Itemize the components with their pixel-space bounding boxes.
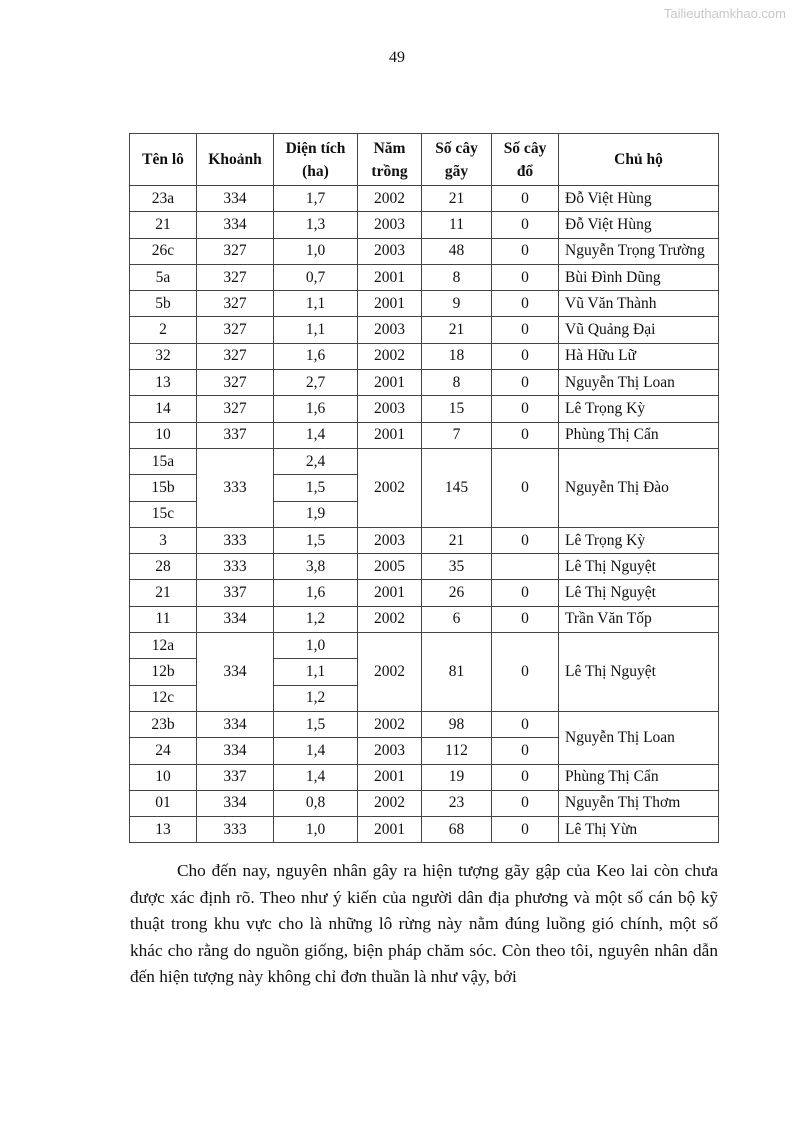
- table-cell: Phùng Thị Cẩn: [559, 422, 719, 448]
- table-row: [130, 370, 719, 396]
- table-row: [130, 343, 719, 369]
- table-cell: 0: [492, 738, 559, 764]
- table-cell: Nguyễn Thị Loan: [559, 711, 719, 764]
- table-cell: [492, 554, 559, 580]
- table-cell: 2001: [358, 422, 422, 448]
- table-cell: 0: [492, 264, 559, 290]
- table-cell: Vũ Quảng Đại: [559, 317, 719, 343]
- table-cell: 2,4: [274, 448, 358, 474]
- table-row: [130, 817, 719, 843]
- table-cell: 5b: [130, 291, 197, 317]
- paragraph-text: Cho đến nay, nguyên nhân gây ra hiện tượng gãy gập của Keo lai còn chưa được xác định rõ. Theo như ý kiến của người dân địa phương và một số cán bộ kỹ thuật trong khu vực cho là những lô rừng này nằm đúng luồng gió chính, một số khác cho rằng do nguồn giống, biện pháp chăm sóc. Còn theo tôi, nguyên nhân dẫn đến hiện tượng này không chỉ đơn thuần là như vậy, bởi: [130, 861, 718, 987]
- table-cell: 2002: [358, 633, 422, 712]
- table-row: [130, 554, 719, 580]
- table-cell: 14: [130, 396, 197, 422]
- table-cell: 334: [197, 711, 274, 737]
- table-cell: 2005: [358, 554, 422, 580]
- table-cell: Lê Thị Nguyệt: [559, 633, 719, 712]
- table-cell: 1,4: [274, 764, 358, 790]
- table-cell: 0: [492, 580, 559, 606]
- table-cell: 11: [422, 212, 492, 238]
- table-cell: 1,0: [274, 817, 358, 843]
- table-cell: 334: [197, 186, 274, 212]
- table-cell: Trần Văn Tốp: [559, 606, 719, 632]
- table-cell: 9: [422, 291, 492, 317]
- table-cell: Nguyễn Thị Loan: [559, 370, 719, 396]
- column-header-text: Khoảnh: [208, 151, 262, 168]
- table-cell: 112: [422, 738, 492, 764]
- table-cell: 0: [492, 291, 559, 317]
- column-header: [422, 134, 492, 186]
- column-header-text: gãy: [444, 162, 469, 180]
- table-row: [130, 580, 719, 606]
- table-cell: 327: [197, 317, 274, 343]
- table-cell: 327: [197, 343, 274, 369]
- table-row: [130, 396, 719, 422]
- column-header-text: Diện tích: [285, 139, 346, 157]
- table-cell: 21: [422, 317, 492, 343]
- column-header: [130, 134, 197, 186]
- table-cell: 0: [492, 711, 559, 737]
- table-row: [130, 790, 719, 816]
- table-cell: 24: [130, 738, 197, 764]
- column-header-text: Năm: [373, 139, 406, 157]
- table-row: [130, 264, 719, 290]
- table-cell: 8: [422, 264, 492, 290]
- table-cell: 2002: [358, 711, 422, 737]
- table-cell: 15b: [130, 475, 197, 501]
- table-cell: 12a: [130, 633, 197, 659]
- column-header-text: đổ: [516, 162, 534, 180]
- table-cell: 1,0: [274, 238, 358, 264]
- table-row: [130, 711, 719, 737]
- table-cell: 15c: [130, 501, 197, 527]
- table-cell: 2002: [358, 343, 422, 369]
- column-header-text: Tên lô: [142, 151, 184, 168]
- table-cell: 13: [130, 817, 197, 843]
- table-cell: Hà Hữu Lữ: [559, 343, 719, 369]
- table-cell: 0: [492, 343, 559, 369]
- table-cell: 32: [130, 343, 197, 369]
- table-row: [130, 633, 719, 659]
- table-cell: 327: [197, 238, 274, 264]
- table-cell: 0: [492, 817, 559, 843]
- table-row: [130, 317, 719, 343]
- table-cell: Đỗ Việt Hùng: [559, 212, 719, 238]
- table-cell: 1,1: [274, 317, 358, 343]
- table-cell: 1,5: [274, 527, 358, 553]
- table-cell: 1,1: [274, 659, 358, 685]
- table-cell: 2002: [358, 790, 422, 816]
- column-header: [358, 134, 422, 186]
- table-cell: Nguyễn Thị Thơm: [559, 790, 719, 816]
- table-cell: 0: [492, 317, 559, 343]
- table-cell: 21: [130, 212, 197, 238]
- table-cell: 2: [130, 317, 197, 343]
- table-cell: 333: [197, 527, 274, 553]
- table-cell: 0: [492, 186, 559, 212]
- table-cell: 2003: [358, 238, 422, 264]
- table-cell: 1,6: [274, 580, 358, 606]
- table-cell: 1,5: [274, 711, 358, 737]
- table-cell: 21: [422, 527, 492, 553]
- table-cell: 6: [422, 606, 492, 632]
- table-cell: 21: [422, 186, 492, 212]
- table-cell: 0: [492, 790, 559, 816]
- table-cell: 0: [492, 396, 559, 422]
- table-cell: 7: [422, 422, 492, 448]
- table-cell: 1,3: [274, 212, 358, 238]
- table-cell: 0: [492, 448, 559, 527]
- table-cell: 333: [197, 817, 274, 843]
- table-cell: 35: [422, 554, 492, 580]
- table-cell: 3,8: [274, 554, 358, 580]
- table-cell: 1,9: [274, 501, 358, 527]
- table-cell: Nguyễn Trọng Trường: [559, 238, 719, 264]
- data-table: [129, 133, 719, 843]
- table-cell: 98: [422, 711, 492, 737]
- table-cell: 327: [197, 291, 274, 317]
- table-cell: 23: [422, 790, 492, 816]
- table-cell: 2,7: [274, 370, 358, 396]
- table-cell: 19: [422, 764, 492, 790]
- table-cell: Lê Trọng Kỳ: [559, 527, 719, 553]
- table-row: [130, 186, 719, 212]
- table-cell: 0,8: [274, 790, 358, 816]
- table-cell: 337: [197, 580, 274, 606]
- table-cell: 2003: [358, 738, 422, 764]
- column-header: [274, 134, 358, 186]
- table-cell: Bùi Đình Dũng: [559, 264, 719, 290]
- table-cell: 1,5: [274, 475, 358, 501]
- table-cell: 337: [197, 422, 274, 448]
- table-cell: 5a: [130, 264, 197, 290]
- table-cell: Vũ Văn Thành: [559, 291, 719, 317]
- table-cell: 2002: [358, 448, 422, 527]
- table-cell: 333: [197, 448, 274, 527]
- table-cell: 0: [492, 606, 559, 632]
- table-cell: 8: [422, 370, 492, 396]
- table-cell: 2003: [358, 527, 422, 553]
- table-cell: 15a: [130, 448, 197, 474]
- table-cell: 0: [492, 238, 559, 264]
- table-cell: Nguyễn Thị Đào: [559, 448, 719, 527]
- table-cell: 0: [492, 633, 559, 712]
- table-cell: 2001: [358, 580, 422, 606]
- table-cell: 18: [422, 343, 492, 369]
- table-cell: Lê Thị Nguyệt: [559, 554, 719, 580]
- table-cell: 0,7: [274, 264, 358, 290]
- table-cell: 48: [422, 238, 492, 264]
- table-cell: 12c: [130, 685, 197, 711]
- table-cell: 2001: [358, 764, 422, 790]
- table-cell: 327: [197, 396, 274, 422]
- table-cell: 334: [197, 606, 274, 632]
- table-cell: Lê Thị Nguyệt: [559, 580, 719, 606]
- table-cell: 01: [130, 790, 197, 816]
- table-cell: 1,6: [274, 396, 358, 422]
- table-cell: 23b: [130, 711, 197, 737]
- table-cell: Lê Thị Yừn: [559, 817, 719, 843]
- table-header-row: [130, 134, 719, 186]
- table-cell: 0: [492, 764, 559, 790]
- column-header-text: Số cây: [503, 139, 547, 157]
- table-cell: 68: [422, 817, 492, 843]
- table-row: [130, 448, 719, 474]
- table-cell: Lê Trọng Kỳ: [559, 396, 719, 422]
- table-cell: 0: [492, 212, 559, 238]
- page-number: 49: [389, 49, 405, 66]
- table-cell: 327: [197, 370, 274, 396]
- table-cell: 13: [130, 370, 197, 396]
- table-cell: 10: [130, 764, 197, 790]
- table-cell: 1,4: [274, 738, 358, 764]
- column-header-text: (ha): [302, 162, 329, 180]
- table-cell: 21: [130, 580, 197, 606]
- table-cell: 2001: [358, 291, 422, 317]
- table-cell: 337: [197, 764, 274, 790]
- table-cell: 2003: [358, 317, 422, 343]
- table-cell: 26c: [130, 238, 197, 264]
- watermark: Tailieuthamkhao.com: [663, 6, 786, 21]
- table-cell: 2002: [358, 186, 422, 212]
- table-cell: 2003: [358, 396, 422, 422]
- table-cell: 1,6: [274, 343, 358, 369]
- table-cell: 1,0: [274, 633, 358, 659]
- table-row: [130, 212, 719, 238]
- table-cell: 2002: [358, 606, 422, 632]
- body-paragraph: [130, 858, 718, 991]
- table-cell: Đỗ Việt Hùng: [559, 186, 719, 212]
- table-cell: 1,2: [274, 606, 358, 632]
- table-cell: 11: [130, 606, 197, 632]
- table-cell: 333: [197, 554, 274, 580]
- column-header: [559, 134, 719, 186]
- table-cell: 334: [197, 790, 274, 816]
- column-header: [492, 134, 559, 186]
- table-cell: 23a: [130, 186, 197, 212]
- table-row: [130, 422, 719, 448]
- table-cell: Phùng Thị Cẩn: [559, 764, 719, 790]
- table-cell: 2003: [358, 212, 422, 238]
- table-cell: 1,1: [274, 291, 358, 317]
- table-cell: 2001: [358, 370, 422, 396]
- table-cell: 81: [422, 633, 492, 712]
- table-row: [130, 606, 719, 632]
- table-cell: 28: [130, 554, 197, 580]
- table-cell: 334: [197, 738, 274, 764]
- table-cell: 26: [422, 580, 492, 606]
- column-header-text: Chủ hộ: [614, 151, 663, 168]
- table-cell: 2001: [358, 817, 422, 843]
- table-cell: 145: [422, 448, 492, 527]
- column-header: [197, 134, 274, 186]
- table-row: [130, 291, 719, 317]
- table-cell: 10: [130, 422, 197, 448]
- table-cell: 334: [197, 633, 274, 712]
- table-cell: 2001: [358, 264, 422, 290]
- column-header-text: Số cây: [435, 139, 478, 157]
- table-cell: 327: [197, 264, 274, 290]
- table-row: [130, 527, 719, 553]
- table-cell: 3: [130, 527, 197, 553]
- table-cell: 334: [197, 212, 274, 238]
- table-cell: 0: [492, 370, 559, 396]
- column-header-text: trồng: [371, 162, 408, 180]
- table-cell: 15: [422, 396, 492, 422]
- table-cell: 1,4: [274, 422, 358, 448]
- table-row: [130, 238, 719, 264]
- table-cell: 1,7: [274, 186, 358, 212]
- table-cell: 0: [492, 422, 559, 448]
- table-row: [130, 764, 719, 790]
- table-cell: 1,2: [274, 685, 358, 711]
- table-cell: 12b: [130, 659, 197, 685]
- table-cell: 0: [492, 527, 559, 553]
